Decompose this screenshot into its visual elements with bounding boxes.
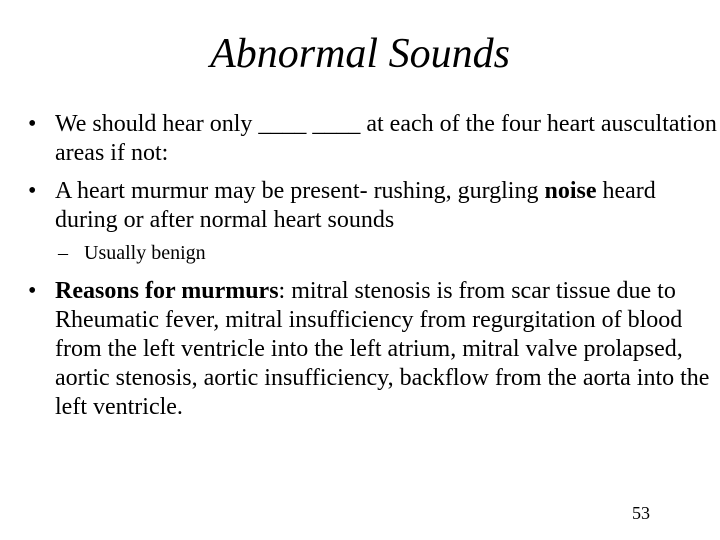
bullet-marker: • — [28, 111, 37, 137]
page-number: 53 — [632, 503, 650, 523]
sub-bullet-marker: – — [58, 242, 68, 264]
sub-bullet-item — [28, 241, 718, 265]
bullet-text: A heart murmur may be present- rushing, gurgling — [55, 178, 545, 204]
bullet-bold-text: noise — [544, 178, 597, 204]
bullet-text: heard during or after normal heart sounds — [55, 178, 656, 233]
bullet-text: We should hear only ____ ____ at each of the four heart auscultation areas if not: — [55, 111, 717, 166]
bullet-bold-text: Reasons for murmurs — [55, 278, 279, 304]
bullet-marker: • — [28, 178, 37, 204]
slide-title: Abnormal Sounds — [210, 31, 510, 77]
bullet-item — [28, 177, 718, 235]
bullet-marker: • — [28, 278, 37, 304]
bullet-item — [28, 110, 718, 168]
slide-content — [28, 110, 718, 431]
bullet-text: : mitral stenosis is from scar tissue due to Rheumatic fever, mitral insufficiency from regurgitation of blood from the left ventricle into the left atrium, mitral valve prolapsed, aortic stenosis, aortic insufficiency, backflow from the aorta into the left ventricle. — [55, 278, 710, 420]
bullet-item — [28, 277, 718, 422]
sub-bullet-text: Usually benign — [84, 242, 206, 264]
